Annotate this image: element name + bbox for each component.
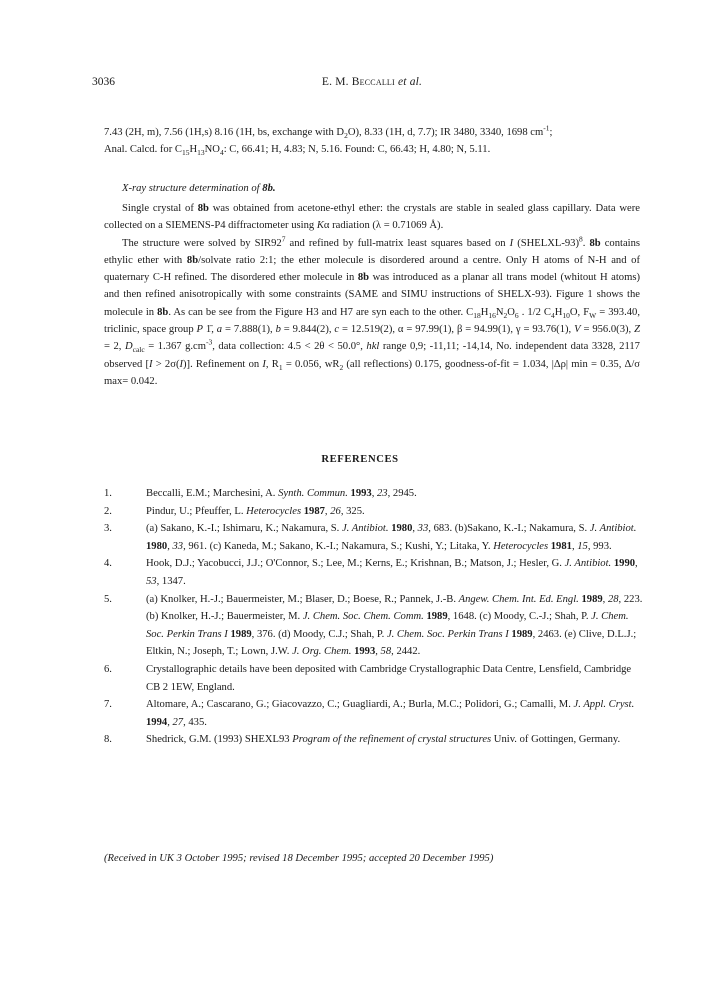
reference-item: 5. (a) Knolker, H.-J.; Bauermeister, M.; Blaser, D.; Boese, R.; Pannek, J.-B. Angew. Chem. Int. Ed. Engl. 1989, 28, 223. (b) Knolker, H.-J.; Bauermeister, M. J. Chem. Soc. Chem. Comm. 1989, 1648. (c) Moody, C.-J.; Shah, P. J. Chem. Soc. Perkin Trans I 1989, 376. (d) Moody, C.J.; Shah, P. J. Chem. Soc. Perkin Trans I 1989, 2463. (e) Clive, D.L.J.; Eltkin, N.; Joseph, T.; Lown, J.W. J. Org. Chem. 1993, 58, 2442. bbox=[104, 593, 643, 658]
ir-data-line: 7.43 (2H, m), 7.56 (1H,s) 8.16 (1H, bs, exchange with $D_2O$), 8.33 (1H, d, 7.7); IR 3480, 3340, 1698 $cm^{-1}$; bbox=[104, 123, 553, 141]
reference-item: 1. Beccalli, E.M.; Marchesini, A. Synth. Commun. 1993, 23, 2945. bbox=[104, 488, 417, 499]
xray-section bbox=[104, 200, 640, 390]
xray-paragraph-1: Single crystal of 8b was obtained from acetone-ethyl ether: the crystals are stable in sealed glass capillary. Data were collected on a SIEMENS-P4 diffractometer using Kα radiation (λ = 0.71069 Å). bbox=[104, 203, 640, 232]
page-number: 3036 bbox=[92, 76, 115, 88]
analysis-line: Anal. Calcd. for $C_{15}H_{13}NO_4$: C, 66.41; H, 4.83; N, 5.16. Found: C, 66.43; H, 4.80; N, 5.11. bbox=[104, 144, 491, 158]
received-dates: (Received in UK 3 October 1995; revised 18 December 1995; accepted 20 December 1995) bbox=[104, 853, 494, 864]
xray-paragraph-2: The structure were solved by $SIR92^7$ and refined by full-matrix least squares based on I (SHELXL-93)$^8$. 8b contains ethylic ether with 8b/solvate ratio 2:1; the ether molecule is disordered around a centre. Only H atoms of N-H and of quaternary C-H refined. The disordered ether molecule in 8b was introduced as a planar all trans model (whitout H atoms) and then refined anisotropically with some constraints (SAME and SIMU instructions of SHELX-93). Figure 1 shows the molecule in 8b. As can be see from the Figure H3 and H7 are syn each to the other. $C_{18}H_{16}N_2O_6$ . 1/2 $C_4H_{10}O$, $F_W = 393.40$, triclinic, space group P 1̄, a = 7.888(1), b = 9.844(2), c = 12.519(2), α = 97.99(1), β = 94.99(1), γ = 93.76(1), V = 956.0(3), Z = 2, $D_{calc} = 1.367$ $g.cm^{-3}$, data collection: 4.5 < 2θ < 50.0°, hkl range 0,9; -11,11; -14,14, No. independent data 3328, 2117 observed [I > 2σ(I)]. Refinement on I, $R_1 = 0.056$, $wR_2$ (all reflections) 0.175, goodness-of-fit = 1.034, |Δρ| min = 0.35, Δ/σ max= 0.042. bbox=[104, 234, 641, 387]
reference-item: 6. Crystallographic details have been deposited with Cambridge Crystallographic Data Centre, Lensfield, Cambridge CB 2 1EW, England. bbox=[104, 663, 632, 693]
running-author bbox=[92, 76, 652, 88]
author-etal: et al. bbox=[397, 76, 423, 88]
references-heading: REFERENCES bbox=[321, 454, 399, 465]
running-header bbox=[92, 76, 652, 92]
spectral-data bbox=[104, 124, 640, 159]
reference-item: 7. Altomare, A.; Cascarano, G.; Giacovazzo, C.; Guagliardi, A.; Burla, M.C.; Polidori, G.; Camalli, M. J. Appl. Cryst. 1994, 27, 435. bbox=[104, 699, 635, 728]
reference-item: 8. Shedrick, G.M. (1993) SHEXL93 Program of the refinement of crystal structures Univ. of Gottingen, Germany. bbox=[104, 734, 621, 746]
xray-section-title: X-ray structure determination of 8b. bbox=[122, 183, 276, 194]
reference-item: 4. Hook, D.J.; Yacobucci, J.J.; O'Connor, S.; Lee, M.; Kerns, E.; Krishnan, B.; Matson, J.; Hesler, G. J. Antibiot. 1990, 53, 1347. bbox=[104, 558, 638, 587]
reference-item: 3. (a) Sakano, K.-I.; Ishimaru, K.; Nakamura, S. J. Antibiot. 1980, 33, 683. (b)Sakano, K.-I.; Nakamura, S. J. Antibiot. 1980, 33, 961. (c) Kaneda, M.; Sakano, K.-I.; Nakamura, S.; Kushi, Y.; Litaka, Y. Heterocycles 1981, 15, 993. bbox=[104, 523, 637, 552]
references-list bbox=[104, 485, 644, 749]
reference-item: 2. Pindur, U.; Pfeuffer, L. Heterocycles 1987, 26, 325. bbox=[104, 505, 365, 517]
author-name: E. M. Beccalli bbox=[321, 76, 395, 88]
